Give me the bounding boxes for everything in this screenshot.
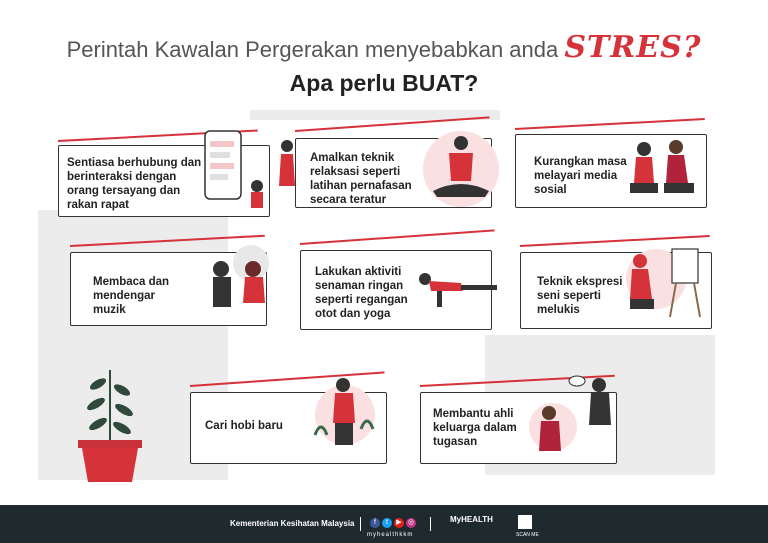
youtube-icon[interactable]: ▶	[394, 518, 404, 528]
card-accent	[300, 229, 495, 245]
tip-text: Lakukan aktiviti senaman ringan seperti regangan otot dan yoga	[315, 266, 408, 320]
tip-card-exercise	[300, 250, 492, 330]
tip-text: Cari hobi baru	[205, 420, 283, 432]
tip-text: Membaca dan mendengar muzik	[93, 276, 170, 316]
family-talking-illustration	[519, 371, 619, 461]
facebook-icon[interactable]: f	[370, 518, 380, 528]
tip-text: Kurangkan masa melayari media sosial	[534, 156, 627, 196]
tip-text: Membantu ahli keluarga dalam tugasan	[433, 408, 517, 448]
yoga-stretch-illustration	[401, 261, 501, 311]
footer-divider	[360, 517, 361, 531]
tip-card-art	[520, 252, 712, 329]
title-emphasis: STRES?	[564, 30, 702, 65]
tip-text: Amalkan teknik relaksasi seperti latihan pernafasan secara teratur	[310, 152, 412, 206]
page-title	[0, 30, 768, 65]
tip-text: Sentiasa berhubung dan berinteraksi dengan orang tersayang dan rakan rapat	[67, 157, 202, 211]
potted-plant-illustration	[70, 360, 150, 485]
tip-card-social-media	[515, 134, 707, 208]
title-prefix: Perintah Kawalan Pergerakan menyebabkan anda	[66, 37, 559, 62]
myhealth-logo: MyHEALTH	[450, 515, 493, 524]
footer-divider	[430, 517, 431, 531]
social-handle: myhealthkkm	[367, 532, 414, 538]
qr-label: SCAN ME	[516, 532, 539, 538]
tip-card-relaxation	[295, 138, 492, 208]
tip-card-helping-family	[420, 392, 617, 464]
qr-code-icon[interactable]	[518, 515, 532, 529]
footer-bar	[0, 505, 768, 543]
page-subtitle: Apa perlu BUAT?	[289, 70, 479, 96]
meditation-illustration	[411, 129, 511, 209]
gardening-illustration	[301, 369, 391, 459]
twitter-icon[interactable]: t	[382, 518, 392, 528]
painting-illustration	[616, 239, 711, 329]
tip-card-contact	[58, 145, 270, 217]
instagram-icon[interactable]: ◎	[407, 519, 415, 526]
tip-card-hobby	[190, 392, 387, 464]
card-accent	[515, 118, 705, 130]
tip-text: Teknik ekspresi seni seperti melukis	[537, 276, 623, 316]
couple-on-phones-illustration	[616, 133, 706, 205]
phone-chat-illustration	[199, 126, 309, 216]
tip-card-reading-music	[70, 252, 267, 326]
ministry-name: Kementerian Kesihatan Malaysia	[230, 519, 355, 528]
music-listening-illustration	[191, 241, 281, 325]
